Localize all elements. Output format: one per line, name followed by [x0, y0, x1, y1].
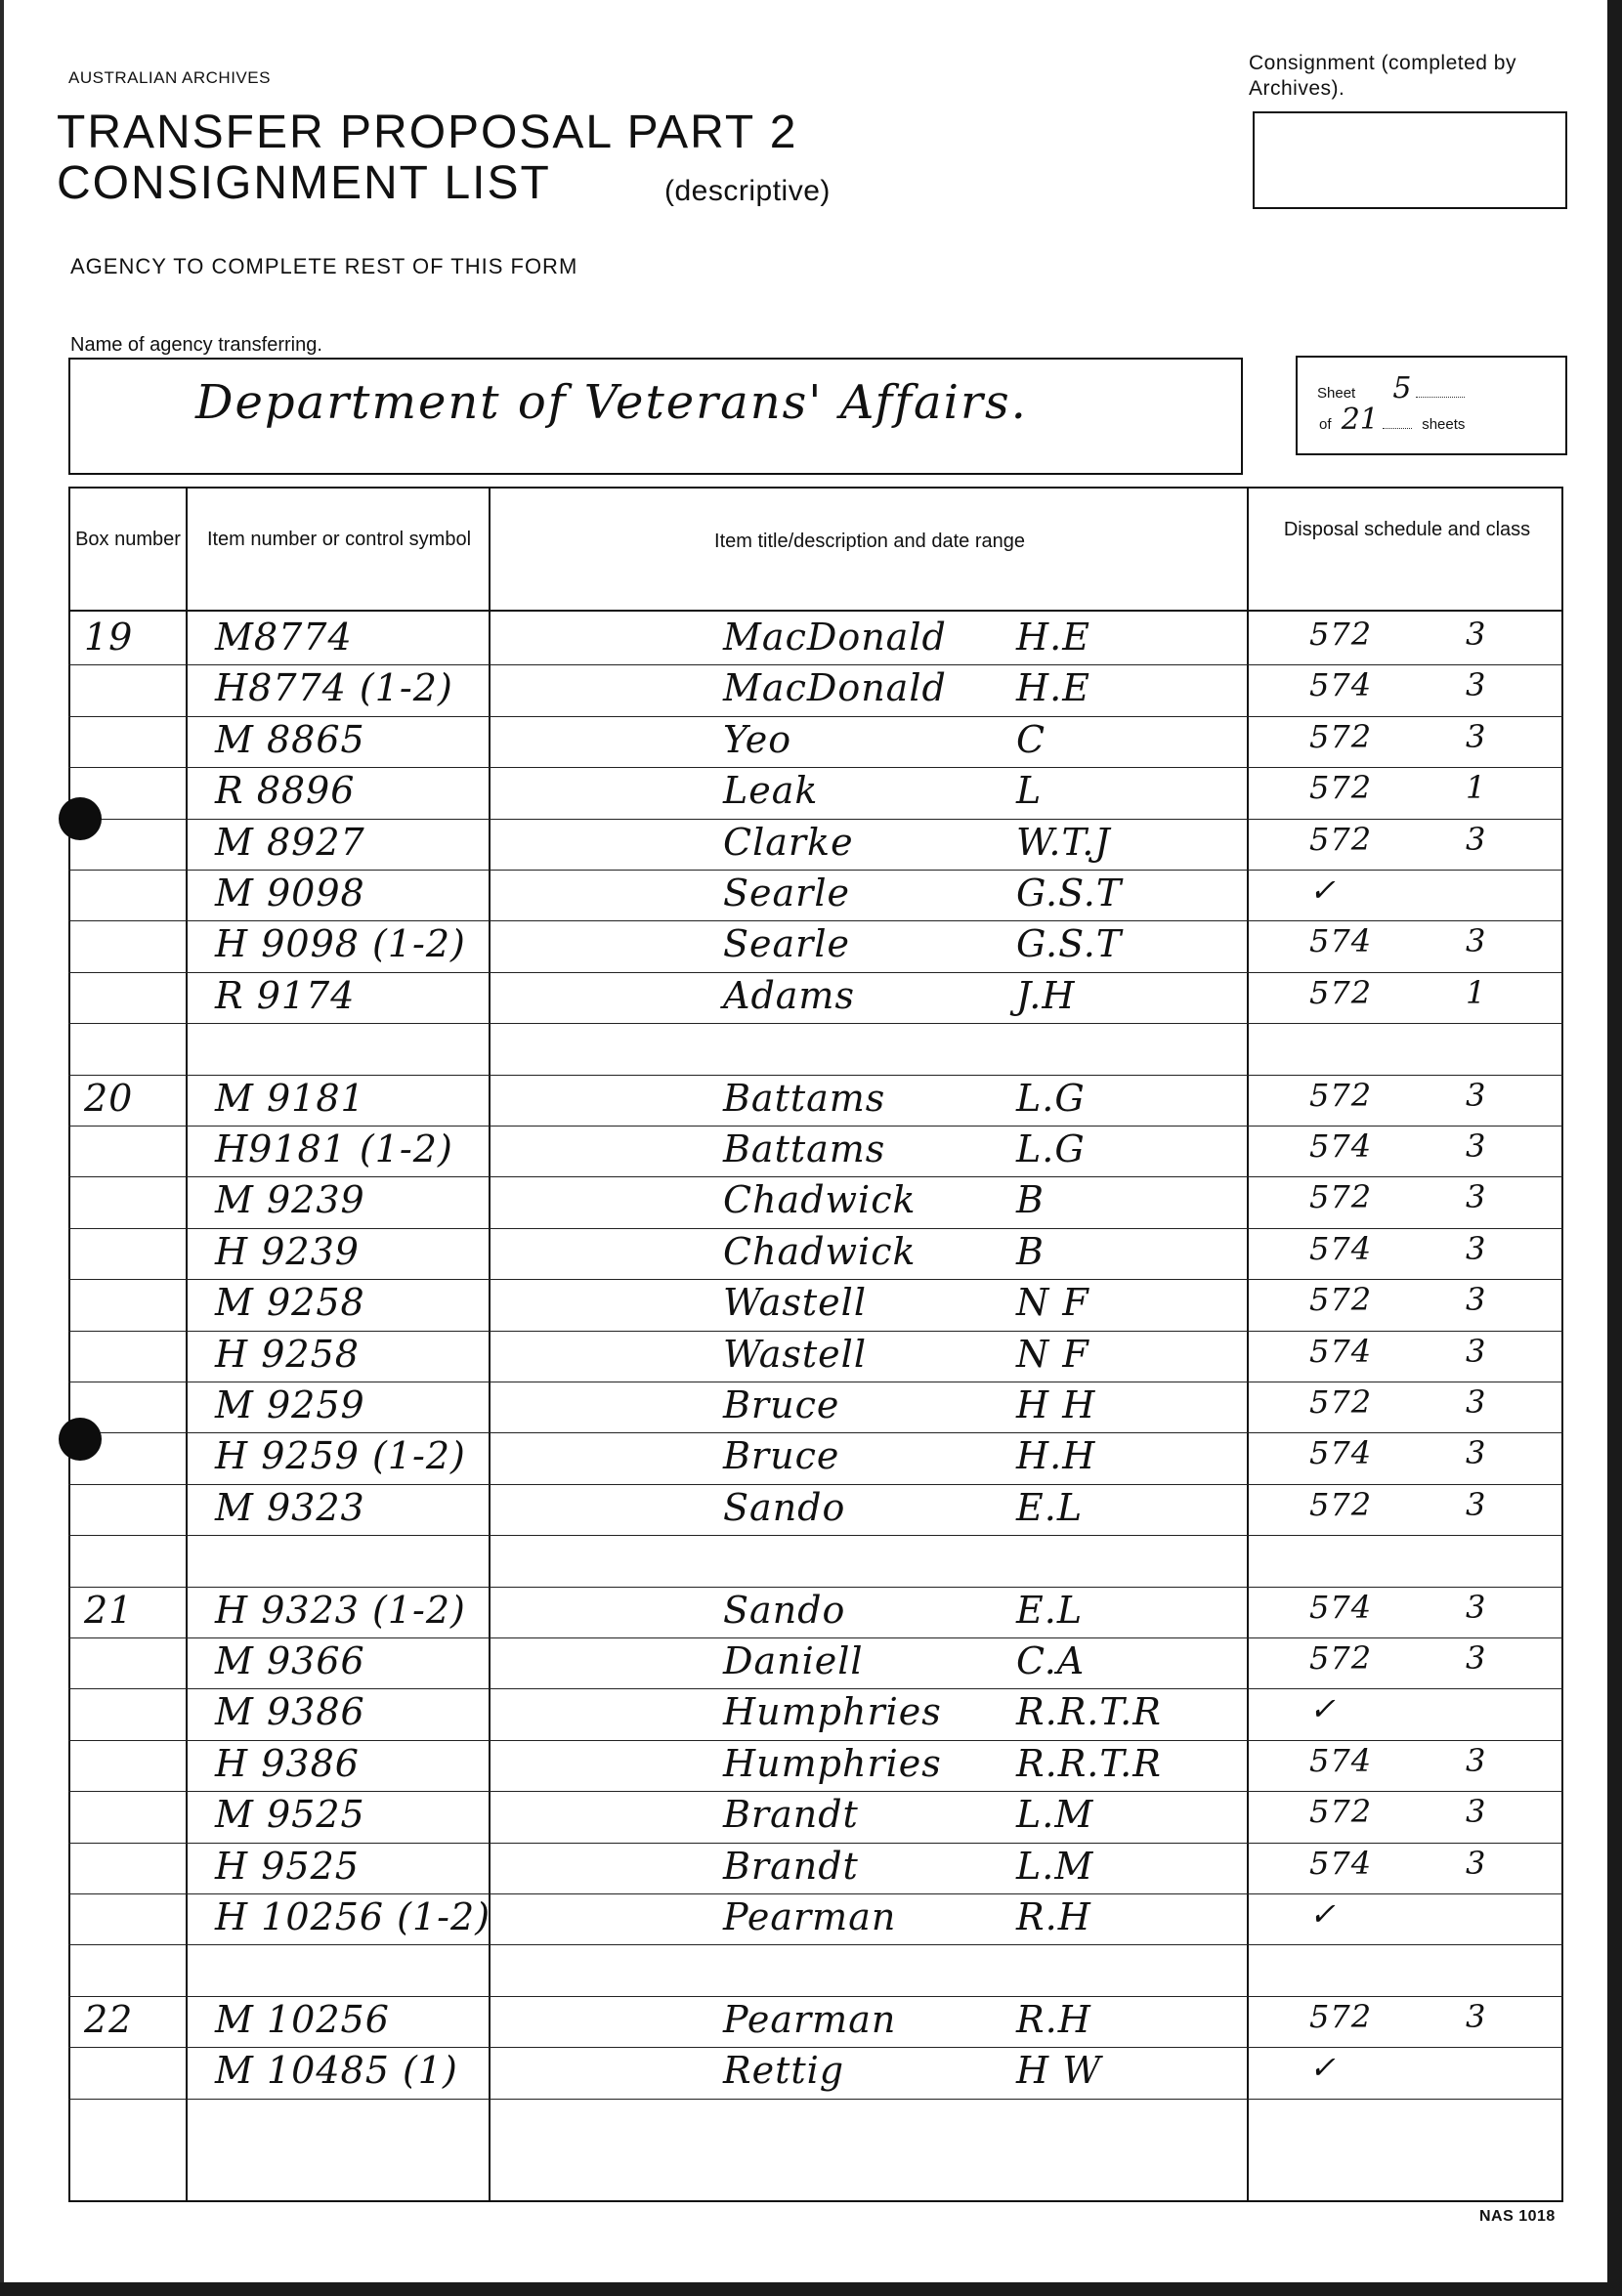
class-cell: 3: [1466, 666, 1487, 704]
class-cell: 3: [1466, 717, 1487, 755]
table-row-line: [68, 1791, 1563, 1792]
item-number-cell: M 9323: [215, 1485, 365, 1529]
table-row-line: [68, 1484, 1563, 1485]
table-row-line: [68, 1688, 1563, 1689]
table-row-line: [68, 1893, 1563, 1894]
schedule-cell: 572: [1309, 1793, 1373, 1831]
initials-cell: J.H: [1016, 973, 1076, 1017]
class-cell: 3: [1466, 1434, 1487, 1472]
box-number-cell: 21: [84, 1588, 134, 1632]
table-row-line: [68, 870, 1563, 871]
schedule-cell: 574: [1309, 1332, 1373, 1370]
item-number-cell: H 10256 (1-2): [215, 1895, 491, 1938]
item-number-cell: H8774 (1-2): [215, 666, 453, 710]
surname-cell: Searle: [723, 872, 850, 914]
table-row-line: [68, 1432, 1563, 1433]
initials-cell: R.R.T.R: [1016, 1741, 1162, 1785]
table-row-line: [68, 1996, 1563, 1997]
sheet-number: 5: [1392, 371, 1412, 405]
initials-cell: C: [1016, 717, 1046, 761]
item-number-cell: H 9323 (1-2): [215, 1588, 466, 1632]
class-cell: 3: [1466, 1793, 1487, 1831]
surname-cell: Brandt: [723, 1844, 859, 1888]
class-cell: 3: [1466, 1127, 1487, 1165]
schedule-cell: 572: [1309, 820, 1373, 858]
schedule-cell: 574: [1309, 922, 1373, 960]
schedule-cell: 574: [1309, 1127, 1373, 1165]
initials-cell: H.E: [1016, 616, 1090, 659]
initials-cell: L.M: [1016, 1844, 1094, 1888]
initials-cell: E.L: [1016, 1485, 1084, 1529]
item-number-cell: H9181 (1-2): [215, 1127, 453, 1170]
scan-edge-left: [0, 0, 4, 2296]
item-number-cell: M 9239: [215, 1178, 365, 1222]
table-row-line: [68, 1944, 1563, 1945]
punch-hole-top: [59, 797, 102, 840]
initials-cell: R.R.T.R: [1016, 1690, 1162, 1734]
box-number-cell: 22: [84, 1997, 134, 2041]
schedule-cell: 572: [1309, 616, 1373, 653]
initials-cell: W.T.J: [1016, 820, 1111, 864]
surname-cell: Yeo: [723, 717, 792, 761]
class-cell: 3: [1466, 1229, 1487, 1267]
surname-cell: Chadwick: [723, 1229, 917, 1273]
class-cell: 3: [1466, 1281, 1487, 1319]
item-number-cell: M8774: [215, 616, 353, 659]
sheets-of-label: of: [1319, 416, 1332, 433]
surname-cell: Battams: [723, 1127, 886, 1170]
table-row-line: [68, 1228, 1563, 1229]
item-number-cell: M 9259: [215, 1383, 365, 1426]
class-cell: 3: [1466, 820, 1487, 858]
schedule-cell: 572: [1309, 1076, 1373, 1114]
item-number-cell: R 8896: [215, 769, 356, 813]
schedule-cell: 574: [1309, 666, 1373, 704]
surname-cell: Bruce: [723, 1383, 840, 1426]
schedule-cell: 572: [1309, 769, 1373, 807]
surname-cell: Rettig: [723, 2049, 845, 2093]
class-cell: 3: [1466, 922, 1487, 960]
item-number-cell: R 9174: [215, 973, 356, 1017]
table-row-line: [68, 819, 1563, 820]
initials-cell: R.H: [1016, 1997, 1091, 2041]
surname-cell: Humphries: [723, 1741, 942, 1785]
sheet-label: Sheet: [1317, 385, 1356, 402]
class-cell: 3: [1466, 1332, 1487, 1370]
item-number-cell: M 8927: [215, 820, 365, 864]
item-number-cell: H 9386: [215, 1741, 360, 1785]
surname-cell: Adams: [723, 973, 855, 1017]
initials-cell: B: [1016, 1178, 1045, 1222]
table-row-line: [68, 716, 1563, 717]
class-cell: 3: [1466, 1383, 1487, 1421]
class-cell: 3: [1466, 1485, 1487, 1523]
surname-cell: Searle: [723, 922, 850, 966]
schedule-cell: 574: [1309, 1434, 1373, 1472]
item-number-cell: M 9258: [215, 1281, 365, 1325]
initials-cell: H H: [1016, 1383, 1096, 1426]
schedule-cell: 572: [1309, 1639, 1373, 1677]
column-header-item-number: Item number or control symbol: [206, 529, 472, 550]
initials-cell: L: [1016, 769, 1043, 813]
item-number-cell: M 9098: [215, 872, 365, 914]
table-row-line: [68, 1075, 1563, 1076]
class-cell: 3: [1466, 1741, 1487, 1779]
sheet-count-field[interactable]: [1296, 356, 1567, 455]
consignment-label: Consignment (completed by Archives).: [1249, 52, 1516, 100]
table-row-line: [68, 664, 1563, 665]
form-code: NAS 1018: [1479, 2208, 1556, 2225]
form-title-subtitle: (descriptive): [664, 175, 831, 207]
surname-cell: Wastell: [723, 1281, 867, 1325]
surname-cell: Brandt: [723, 1793, 859, 1837]
initials-cell: L.M: [1016, 1793, 1094, 1837]
class-cell: 3: [1466, 1178, 1487, 1216]
table-row-line: [68, 1637, 1563, 1638]
class-cell: 1: [1466, 769, 1487, 807]
surname-cell: Pearman: [723, 1997, 897, 2041]
agency-instruction: AGENCY TO COMPLETE REST OF THIS FORM: [70, 254, 578, 278]
item-number-cell: M 9181: [215, 1076, 365, 1120]
table-row-line: [68, 972, 1563, 973]
surname-cell: Daniell: [723, 1639, 864, 1682]
class-cell: 1: [1466, 973, 1487, 1011]
surname-cell: Sando: [723, 1588, 846, 1632]
class-cell: 3: [1466, 1997, 1487, 2035]
class-cell: 3: [1466, 1076, 1487, 1114]
form-title-line2: CONSIGNMENT LIST: [57, 157, 551, 209]
archives-label: AUSTRALIAN ARCHIVES: [68, 68, 271, 87]
surname-cell: Clarke: [723, 820, 854, 864]
schedule-cell: ✓: [1309, 1690, 1337, 1728]
item-number-cell: H 9239: [215, 1229, 360, 1273]
item-number-cell: H 9098 (1-2): [215, 922, 466, 966]
surname-cell: MacDonald: [723, 616, 947, 659]
surname-cell: Battams: [723, 1076, 886, 1120]
schedule-cell: ✓: [1309, 1895, 1337, 1933]
table-row-line: [68, 2047, 1563, 2048]
schedule-cell: 572: [1309, 1178, 1373, 1216]
schedule-cell: 572: [1309, 1383, 1373, 1421]
initials-cell: G.S.T: [1016, 872, 1123, 914]
item-number-cell: M 10256: [215, 1997, 390, 2041]
column-header-disposal: Disposal schedule and class: [1283, 519, 1531, 540]
schedule-cell: 574: [1309, 1229, 1373, 1267]
sheets-label: sheets: [1422, 416, 1466, 433]
item-number-cell: M 9525: [215, 1793, 365, 1837]
surname-cell: Bruce: [723, 1434, 840, 1478]
table-row-line: [68, 1279, 1563, 1280]
schedule-cell: 572: [1309, 973, 1373, 1011]
sheets-total: 21: [1341, 403, 1379, 437]
surname-cell: Sando: [723, 1485, 846, 1529]
schedule-cell: 572: [1309, 717, 1373, 755]
form-title-line1: TRANSFER PROPOSAL PART 2: [57, 106, 798, 158]
scan-edge-right: [1607, 0, 1622, 2296]
schedule-cell: ✓: [1309, 872, 1337, 909]
initials-cell: H.H: [1016, 1434, 1096, 1478]
item-number-cell: H 9258: [215, 1332, 360, 1376]
table-row-line: [68, 767, 1563, 768]
class-cell: 3: [1466, 1639, 1487, 1677]
surname-cell: Leak: [723, 769, 819, 813]
table-row-line: [68, 920, 1563, 921]
initials-cell: H.E: [1016, 666, 1090, 710]
agency-name-label: Name of agency transferring.: [70, 334, 322, 356]
box-number-cell: 19: [84, 616, 134, 659]
schedule-cell: 574: [1309, 1588, 1373, 1626]
initials-cell: N F: [1016, 1281, 1089, 1325]
table-row-line: [68, 1587, 1563, 1588]
class-cell: 3: [1466, 1844, 1487, 1882]
scan-edge-bottom: [0, 2282, 1622, 2296]
class-cell: 3: [1466, 616, 1487, 653]
initials-cell: N F: [1016, 1332, 1089, 1376]
initials-cell: G.S.T: [1016, 922, 1123, 966]
table-row-line: [68, 1535, 1563, 1536]
schedule-cell: 574: [1309, 1844, 1373, 1882]
table-row-line: [68, 1126, 1563, 1127]
surname-cell: Chadwick: [723, 1178, 917, 1222]
surname-cell: Pearman: [723, 1895, 897, 1938]
table-row-line: [68, 1023, 1563, 1024]
initials-cell: L.G: [1016, 1127, 1086, 1170]
table-header-divider: [68, 610, 1563, 612]
schedule-cell: 572: [1309, 1997, 1373, 2035]
form-title: [57, 106, 831, 209]
item-number-cell: M 9366: [215, 1639, 365, 1682]
table-row-line: [68, 1740, 1563, 1741]
agency-name-value: Department of Veterans' Affairs.: [195, 375, 1028, 430]
item-number-cell: M 8865: [215, 717, 365, 761]
agency-name-field[interactable]: [68, 358, 1243, 475]
item-number-cell: H 9525: [215, 1844, 360, 1888]
schedule-cell: 574: [1309, 1741, 1373, 1779]
schedule-cell: 572: [1309, 1485, 1373, 1523]
table-row-line: [68, 2099, 1563, 2100]
sheet-total-line: [1319, 403, 1465, 437]
sheet-number-line: [1317, 371, 1465, 405]
table-row-line: [68, 1176, 1563, 1177]
initials-cell: R.H: [1016, 1895, 1091, 1938]
sheets-total-dots: [1383, 428, 1412, 429]
initials-cell: C.A: [1016, 1639, 1086, 1682]
sheet-number-dots: [1416, 397, 1465, 398]
surname-cell: MacDonald: [723, 666, 947, 710]
table-row-line: [68, 1331, 1563, 1332]
initials-cell: B: [1016, 1229, 1045, 1273]
column-header-box-number: Box number: [75, 529, 181, 550]
initials-cell: H W: [1016, 2049, 1102, 2093]
column-header-item-title: Item title/description and date range: [714, 531, 1025, 552]
item-number-cell: M 10485 (1): [215, 2049, 458, 2093]
schedule-cell: ✓: [1309, 2049, 1337, 2087]
item-number-cell: M 9386: [215, 1690, 365, 1734]
initials-cell: L.G: [1016, 1076, 1086, 1120]
surname-cell: Humphries: [723, 1690, 942, 1734]
class-cell: 3: [1466, 1588, 1487, 1626]
table-row-line: [68, 1843, 1563, 1844]
box-number-cell: 20: [84, 1076, 134, 1120]
punch-hole-bottom: [59, 1418, 102, 1461]
surname-cell: Wastell: [723, 1332, 867, 1376]
item-number-cell: H 9259 (1-2): [215, 1434, 466, 1478]
schedule-cell: 572: [1309, 1281, 1373, 1319]
consignment-field[interactable]: [1253, 111, 1567, 209]
initials-cell: E.L: [1016, 1588, 1084, 1632]
